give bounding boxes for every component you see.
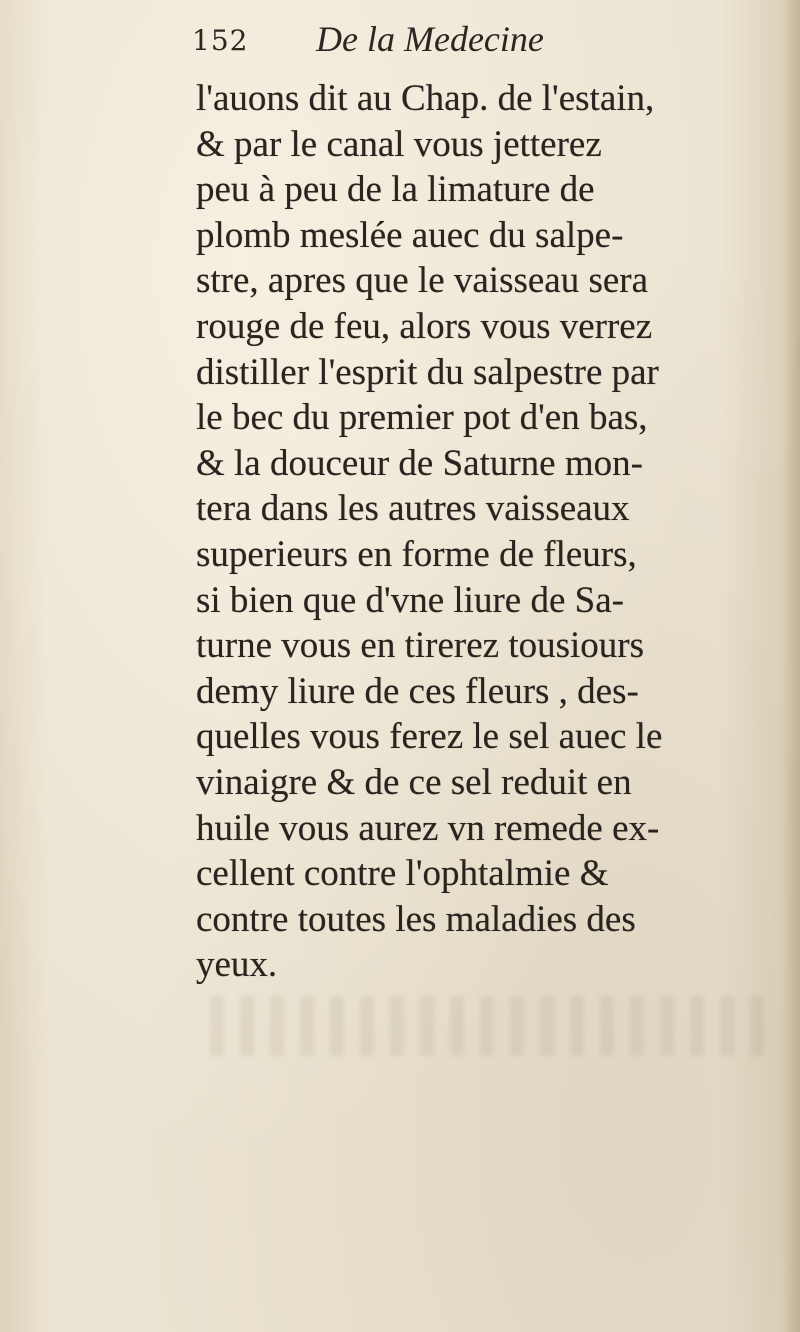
page-edge-shadow — [782, 0, 800, 1332]
text-line: si bien que d'vne liure de Sa- — [196, 579, 624, 621]
text-line: distiller l'esprit du salpestre par — [196, 351, 659, 393]
running-title: De la Medecine — [316, 19, 544, 59]
text-line: plomb meslée auec du salpe- — [196, 214, 624, 256]
ink-bleed-through — [210, 996, 770, 1056]
text-line: yeux. — [196, 944, 278, 986]
text-body — [196, 76, 776, 988]
text-line: cellent contre l'ophtalmie & — [196, 853, 609, 895]
text-line: rouge de feu, alors vous verrez — [196, 305, 653, 347]
text-line: stre, apres que le vaisseau sera — [196, 260, 649, 302]
text-line: huile vous aurez vn remede ex- — [196, 807, 660, 849]
text-line: le bec du premier pot d'en bas, — [196, 397, 648, 439]
text-line: vinaigre & de ce sel reduit en — [196, 761, 632, 803]
text-line: & la douceur de Saturne mon- — [196, 442, 643, 484]
text-line: & par le canal vous jetterez — [196, 123, 602, 165]
page-header — [192, 18, 672, 68]
text-line: turne vous en tirerez tousiours — [196, 625, 644, 667]
text-line: quelles vous ferez le sel auec le — [196, 716, 663, 758]
text-line: peu à peu de la limature de — [196, 169, 595, 211]
page-number: 152 — [192, 24, 249, 57]
text-line: superieurs en forme de fleurs, — [196, 533, 637, 575]
text-line: demy liure de ces fleurs , des- — [196, 670, 639, 712]
text-line: contre toutes les maladies des — [196, 898, 636, 940]
text-line: tera dans les autres vaisseaux — [196, 488, 630, 530]
text-line: l'auons dit au Chap. de l'estain, — [196, 78, 655, 119]
